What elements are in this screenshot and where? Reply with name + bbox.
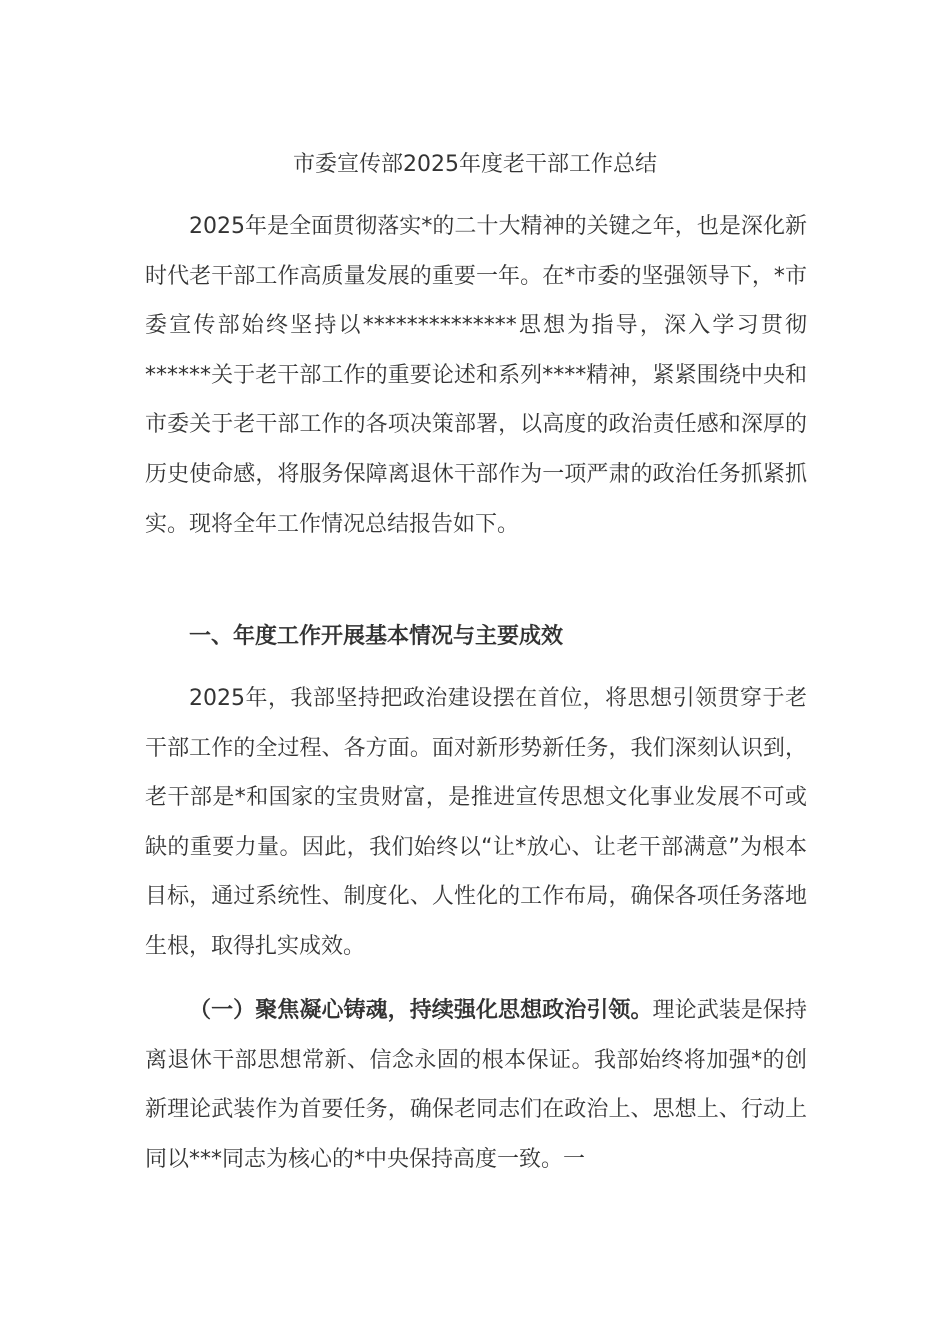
subsection-body-1: 理论武装是保持离退休干部思想常新、信念永固的根本保证。我部始终将加强*的创新理论武装作为首要任务，确保老同志们在政治上、思想上、行动上同以***同志为核心的*中央保持高度一致。一 xyxy=(145,998,807,1172)
document-title: 市委宣传部2025年度老干部工作总结 xyxy=(293,152,657,177)
paragraph-subsection-1 xyxy=(145,986,807,1184)
section-heading-1: 一、年度工作开展基本情况与主要成效 xyxy=(189,624,564,649)
paragraph-section-1: 2025年，我部坚持把政治建设摆在首位，将思想引领贯穿于老干部工作的全过程、各方面。面对新形势新任务，我们深刻认识到，老干部是*和国家的宝贵财富，是推进宣传思想文化事业发展不可或缺的重要力量。因此，我们始终以“让*放心、让老干部满意”为根本目标，通过系统性、制度化、人性化的工作布局，确保各项任务落地生根，取得扎实成效。 xyxy=(145,686,807,959)
subsection-heading-1: （一）聚焦凝心铸魂，持续强化思想政治引领。 xyxy=(189,998,653,1023)
paragraph-intro: 2025年是全面贯彻落实*的二十大精神的关键之年，也是深化新时代老干部工作高质量发展的重要一年。在*市委的坚强领导下，*市委宣传部始终坚持以**************思想为指导，深入学习贯彻******关于老干部工作的重要论述和系列****精神，紧紧围绕中央和市委关于老干部工作的各项决策部署，以高度的政治责任感和深厚的历史使命感，将服务保障离退休干部作为一项严肃的政治任务抓紧抓实。现将全年工作情况总结报告如下。 xyxy=(145,214,807,537)
